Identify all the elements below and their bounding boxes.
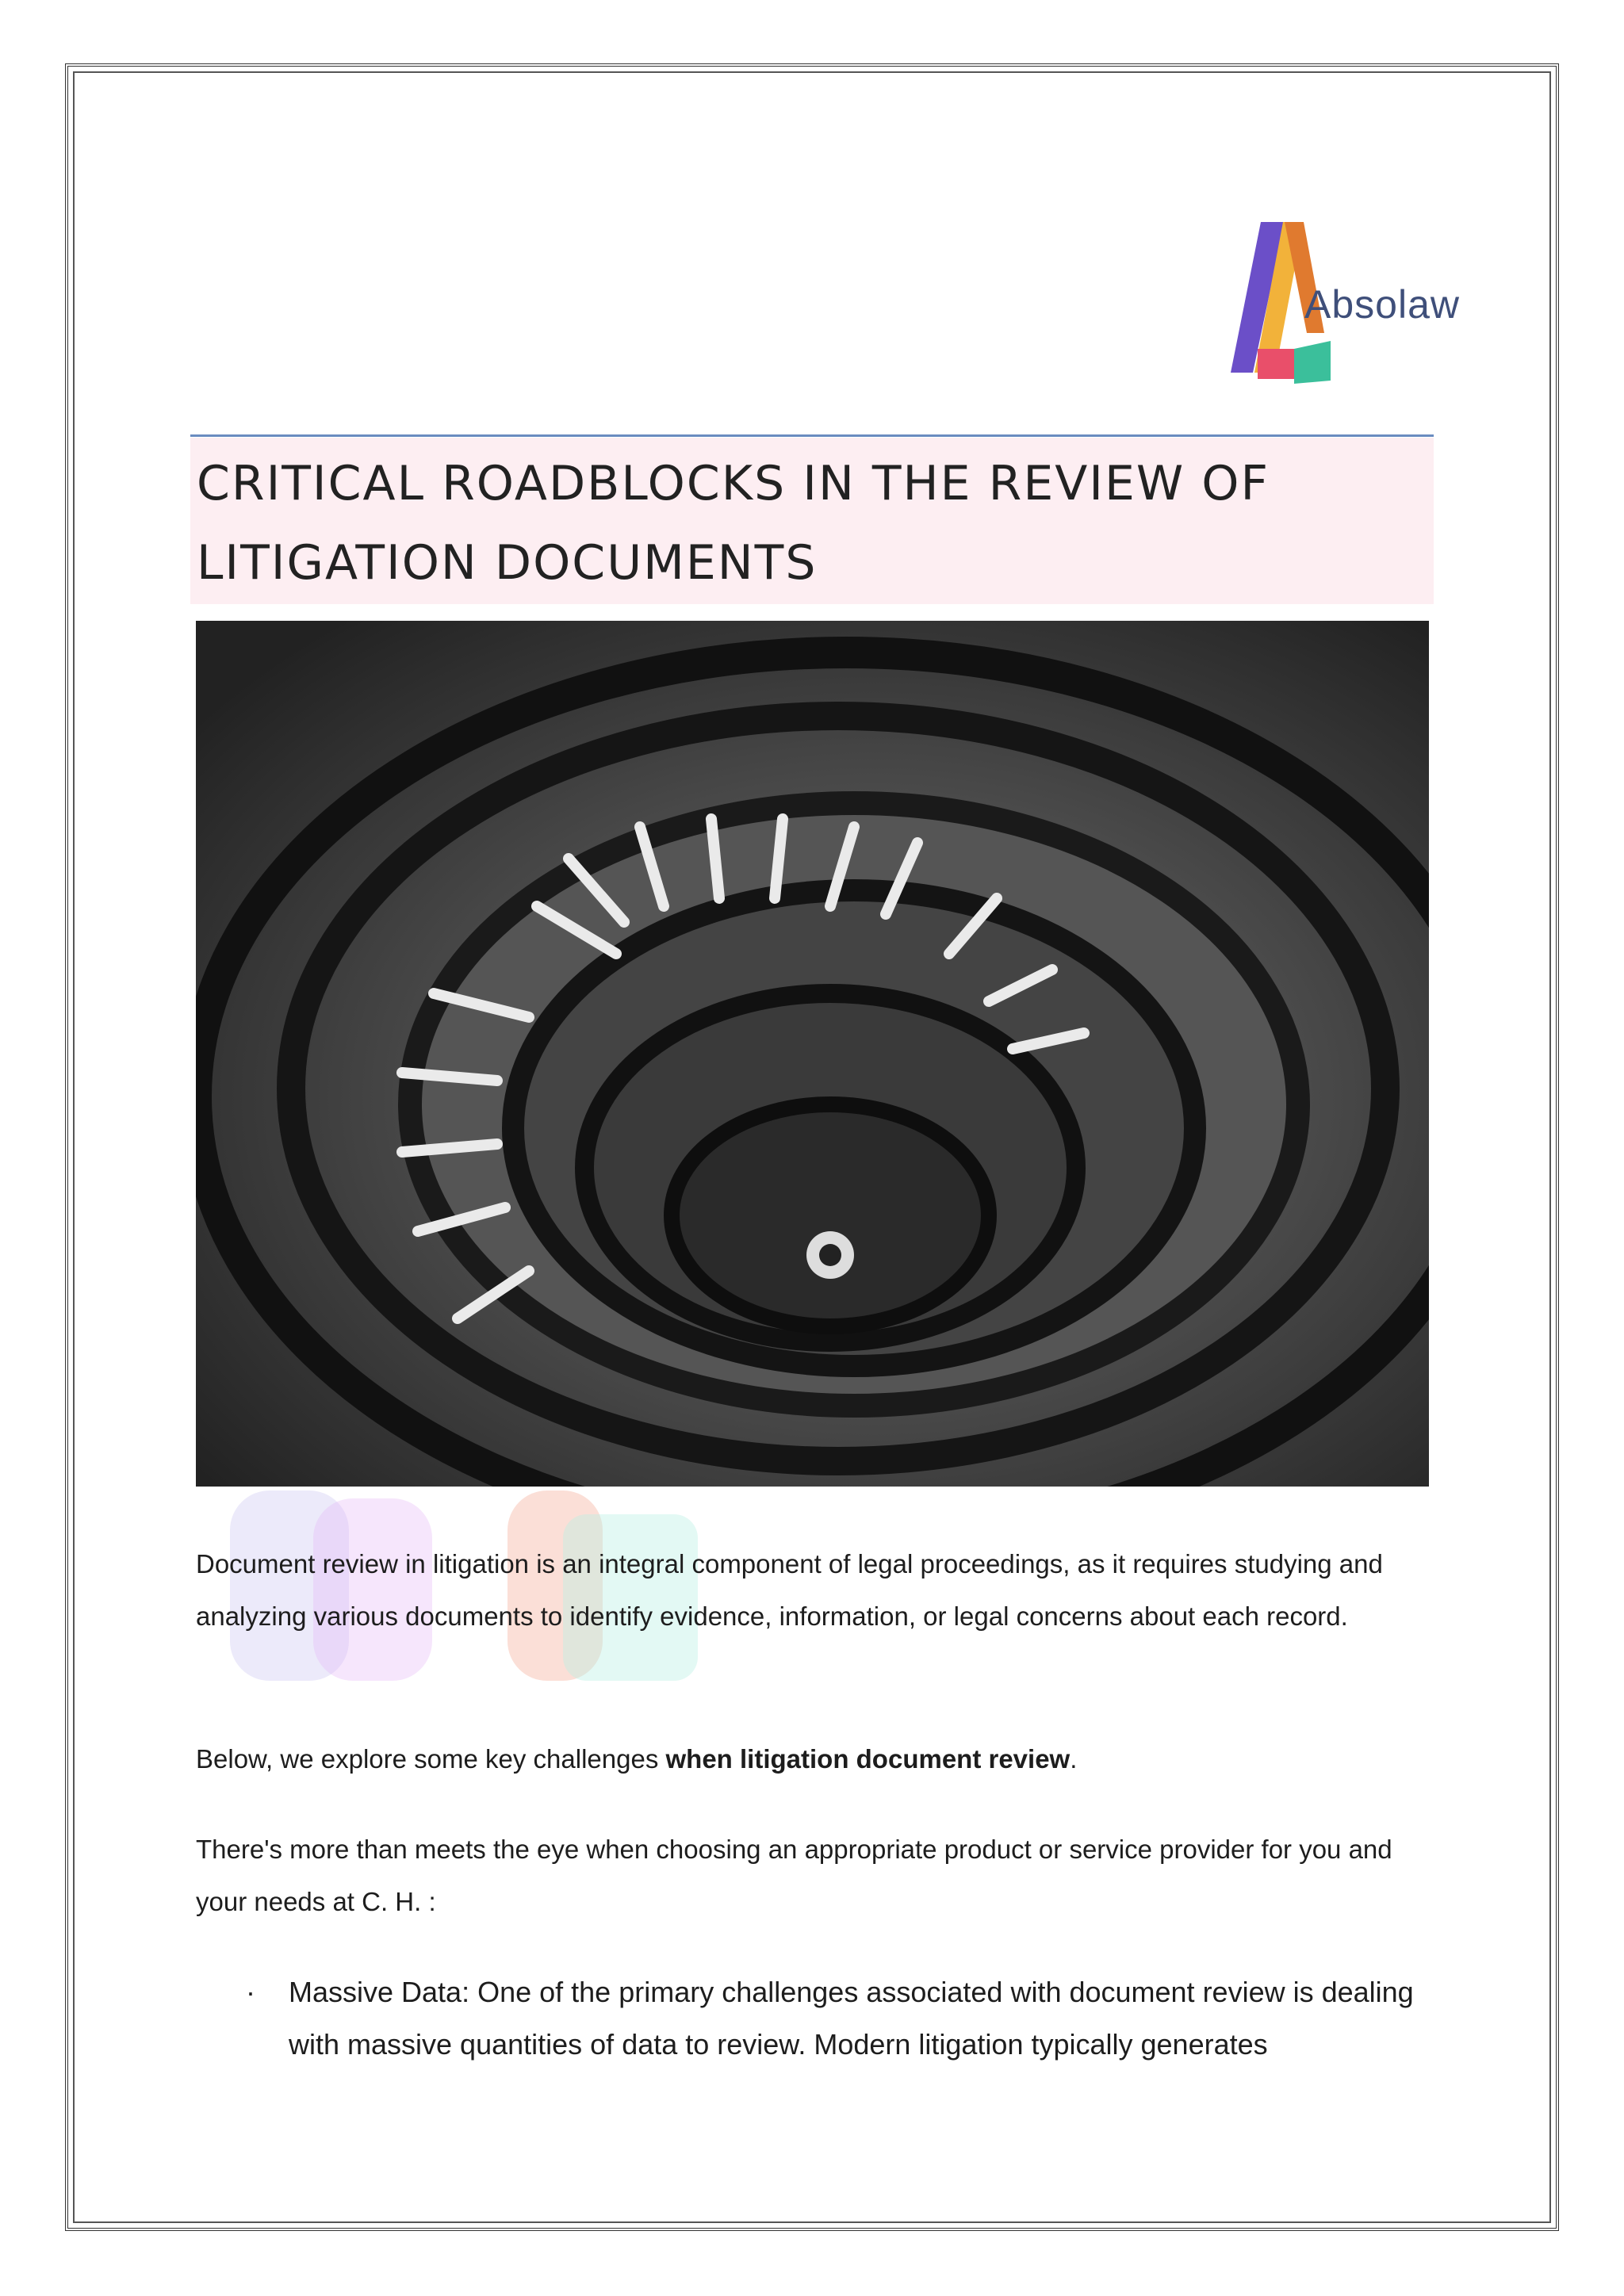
hero-image [196, 621, 1429, 1487]
document-title [197, 444, 1418, 603]
title-rule [190, 434, 1434, 437]
spiral-staircase-photo-icon [196, 621, 1429, 1487]
title-line-1: CRITICAL ROADBLOCKS IN THE REVIEW OF [197, 456, 1270, 511]
challenges-intro-paragraph [196, 1733, 1433, 1785]
provider-paragraph: There's more than meets the eye when choosing an appropriate product or service provider for you and your needs at C. H. : [196, 1835, 1392, 1916]
title-line-2: LITIGATION DOCUMENTS [197, 535, 818, 591]
challenges-intro-bold: when litigation document review [665, 1744, 1071, 1774]
bullet-icon: · [246, 1976, 255, 2008]
challenges-intro-end: . [1070, 1744, 1078, 1774]
bullet-text: Massive Data: One of the primary challenges associated with document review is dealing with massive quantities of data to review. Modern litigation typically generates [289, 1976, 1414, 2061]
intro-paragraph: Document review in litigation is an integral component of legal proceedings, as it requires studying and analyzing various documents to identify evidence, information, or legal concerns about each record. [196, 1549, 1383, 1631]
challenges-intro-text: Below, we explore some key challenges [196, 1744, 666, 1774]
logo-wordmark: Absolaw [1304, 282, 1460, 327]
